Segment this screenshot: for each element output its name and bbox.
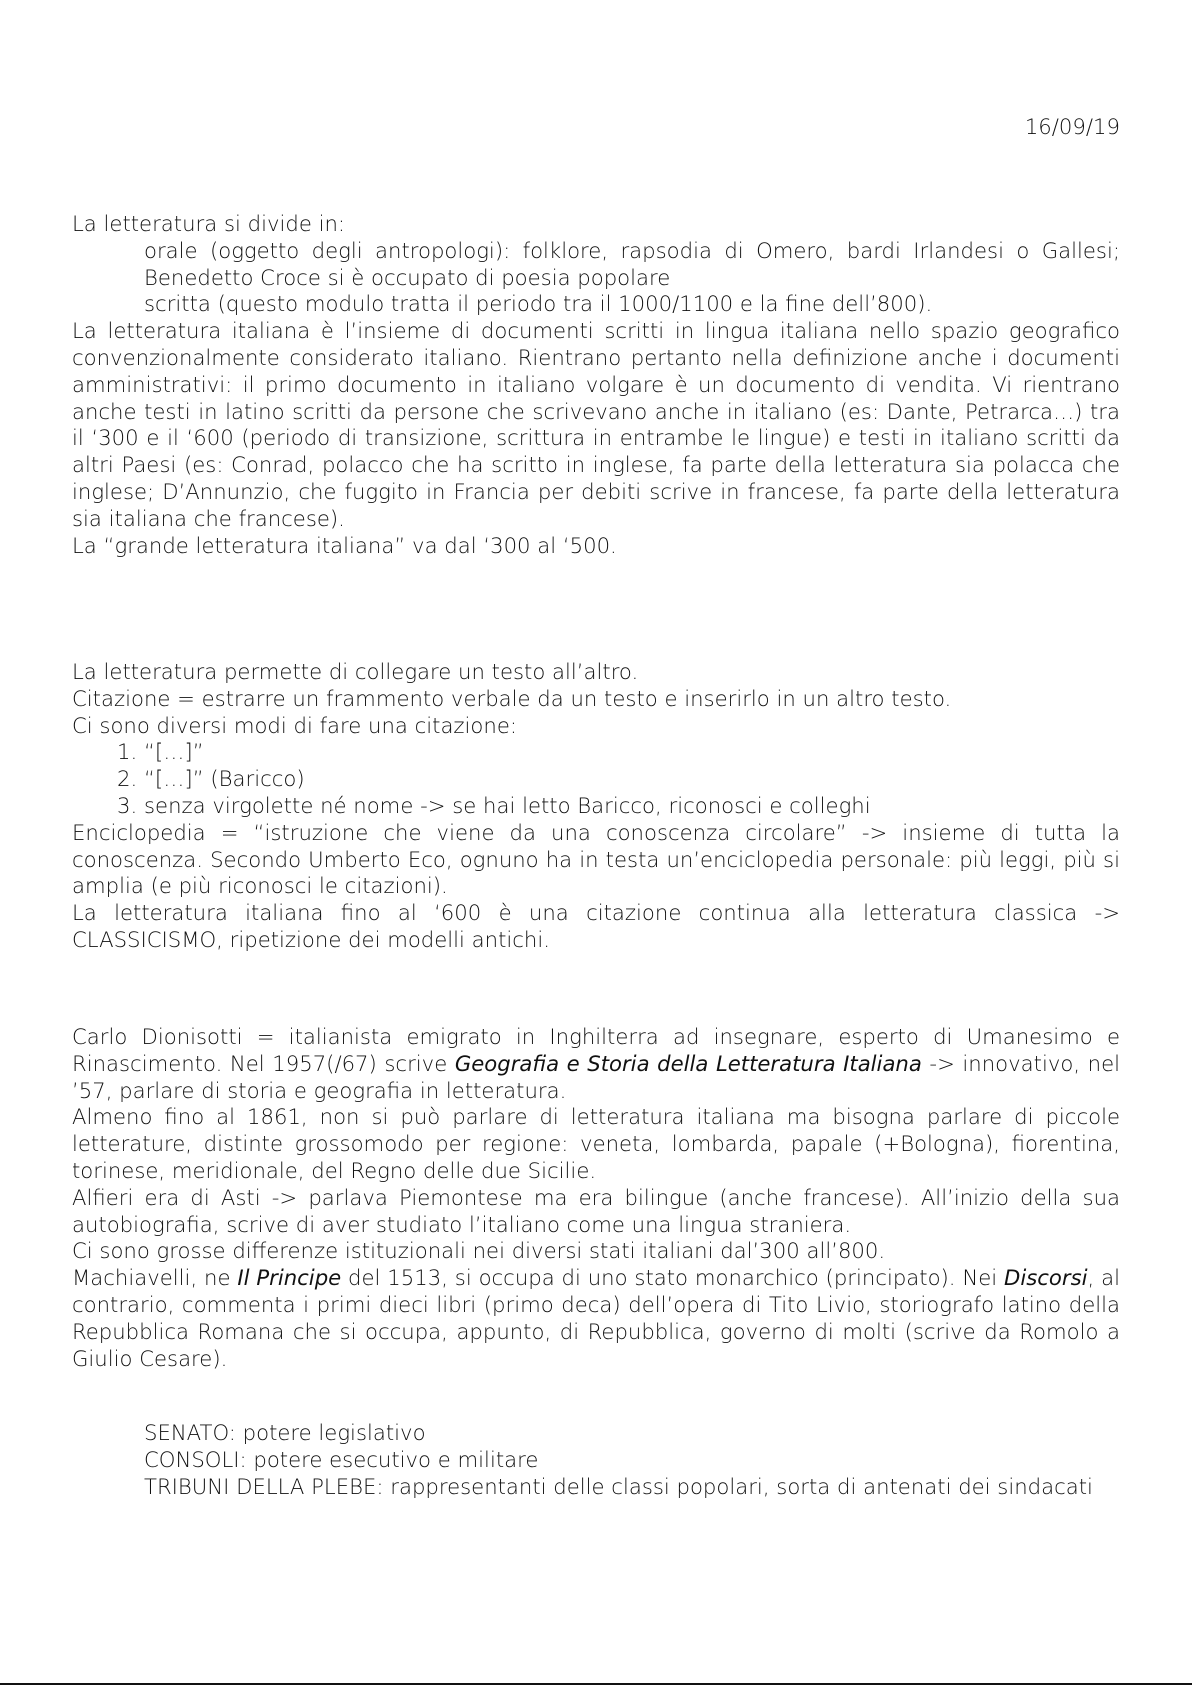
intro-line: La letteratura si divide in:: [72, 211, 346, 236]
scritta-line: scritta (questo modulo tratta il periodo tra il 1000/1100 e la fine dell’800).: [144, 291, 933, 317]
document-date: 16/09/19: [1024, 114, 1120, 139]
section-citazione: [72, 659, 1120, 954]
section-dionisotti: [72, 1024, 1120, 1372]
differenze-line: Ci sono grosse differenze istituzionali nei diversi stati italiani dal’300 all’800.: [72, 1238, 886, 1264]
modi-line: Ci sono diversi modi di fare una citazione:: [72, 712, 517, 738]
dionisotti-text-end: -> innovativo, nel ’57, parlare di storia e geografia in letteratura.: [72, 1050, 1120, 1103]
enciclopedia-paragraph: Enciclopedia = “istruzione che viene da una conoscenza circolare” -> insieme di tutta la conoscenza. Secondo Umberto Eco, ognuno ha in testa un’enciclopedia personale: più leggi, più si amplia (e più riconosci le citazioni).: [72, 819, 1120, 899]
classicismo-paragraph: La letteratura italiana fino al ‘600 è una citazione continua alla letteratura classica -> CLASSICISMO, ripetizione dei modelli antichi.: [72, 900, 1120, 952]
tribuni-line: TRIBUNI DELLA PLEBE: rappresentanti delle classi popolari, sorta di antenati dei sindacati: [144, 1473, 1093, 1499]
principe-title: Il Principe: [237, 1265, 342, 1291]
machiavelli-text: Machiavelli, ne: [72, 1265, 238, 1291]
alfieri-paragraph: Alfieri era di Asti -> parlava Piemontese ma era bilingue (anche francese). All’inizio della sua autobiografia, scrive di aver studiato l’italiano come una lingua straniera.: [72, 1184, 1120, 1237]
list-item: 3. senza virgolette né nome -> se hai letto Baricco, riconosci e colleghi: [144, 793, 1120, 820]
section-letteratura-divisione: [72, 211, 1120, 559]
list-item: 1. “[…]”: [144, 739, 1120, 766]
collegare-line: La letteratura permette di collegare un testo all’altro.: [72, 659, 639, 684]
list-item: 2. “[…]” (Baricco): [144, 766, 1120, 793]
machiavelli-text-2: del 1513, si occupa di uno stato monarchico (principato). Nei: [341, 1265, 1005, 1291]
discorsi-title: Discorsi: [1004, 1265, 1088, 1291]
dionisotti-paragraph: [72, 1024, 1120, 1104]
machiavelli-paragraph: [72, 1265, 1120, 1372]
almeno-paragraph: Almeno fino al 1861, non si può parlare di letteratura italiana ma bisogna parlare di piccole letterature, distinte grossomodo per regione: veneta, lombarda, papale (+Bologna), fiorentina, torinese, meridionale, del Regno delle due Sicilie.: [72, 1104, 1120, 1183]
grande-letteratura-line: La “grande letteratura italiana” va dal ‘300 al ‘500.: [72, 532, 617, 558]
dionisotti-book-title: Geografia e Storia della Letteratura Italiana: [454, 1050, 922, 1076]
machiavelli-text-3: , al contrario, commenta i primi dieci libri (primo deca) dell’opera di Tito Livio, storiografo latino della Repubblica Romana che si occupa, appunto, di Repubblica, governo di molti (scrive da Romolo a Giulio Cesare).: [72, 1265, 1120, 1371]
dionisotti-text: Carlo Dionisotti = italianista emigrato in Inghilterra ad insegnare, esperto di Umanesimo e Rinascimento. Nel 1957(/67) scrive: [72, 1024, 1120, 1076]
orale-line: orale (oggetto degli antropologi): folklore, rapsodia di Omero, bardi Irlandesi o Gallesi; Benedetto Croce si è occupato di poesia popolare: [144, 237, 1120, 290]
citazione-line: Citazione = estrarre un frammento verbale da un testo e inserirlo in un altro testo.: [72, 685, 952, 711]
senato-line: SENATO: potere legislativo: [144, 1420, 426, 1445]
section-istituzioni-romane: [72, 1420, 1120, 1500]
citazione-list: [72, 739, 1120, 819]
definizione-paragraph: La letteratura italiana è l’insieme di documenti scritti in lingua italiana nello spazio geografico convenzionalmente considerato italiano. Rientrano pertanto nella definizione anche i documenti amministrativi: il primo documento in italiano volgare è un documento di vendita. Vi rientrano anche testi in latino scritti da persone che scrivevano anche in italiano (es: Dante, Petrarca…) tra il ‘300 e il ‘600 (periodo di transizione, scrittura in entrambe le lingue) e testi in italiano scritti da altri Paesi (es: Conrad, polacco che ha scritto in inglese, fa parte della letteratura sia polacca che inglese; D’Annunzio, che fuggito in Francia per debiti scrive in francese, fa parte della letteratura sia italiana che francese).: [72, 318, 1120, 531]
consoli-line: CONSOLI: potere esecutivo e militare: [144, 1446, 539, 1472]
